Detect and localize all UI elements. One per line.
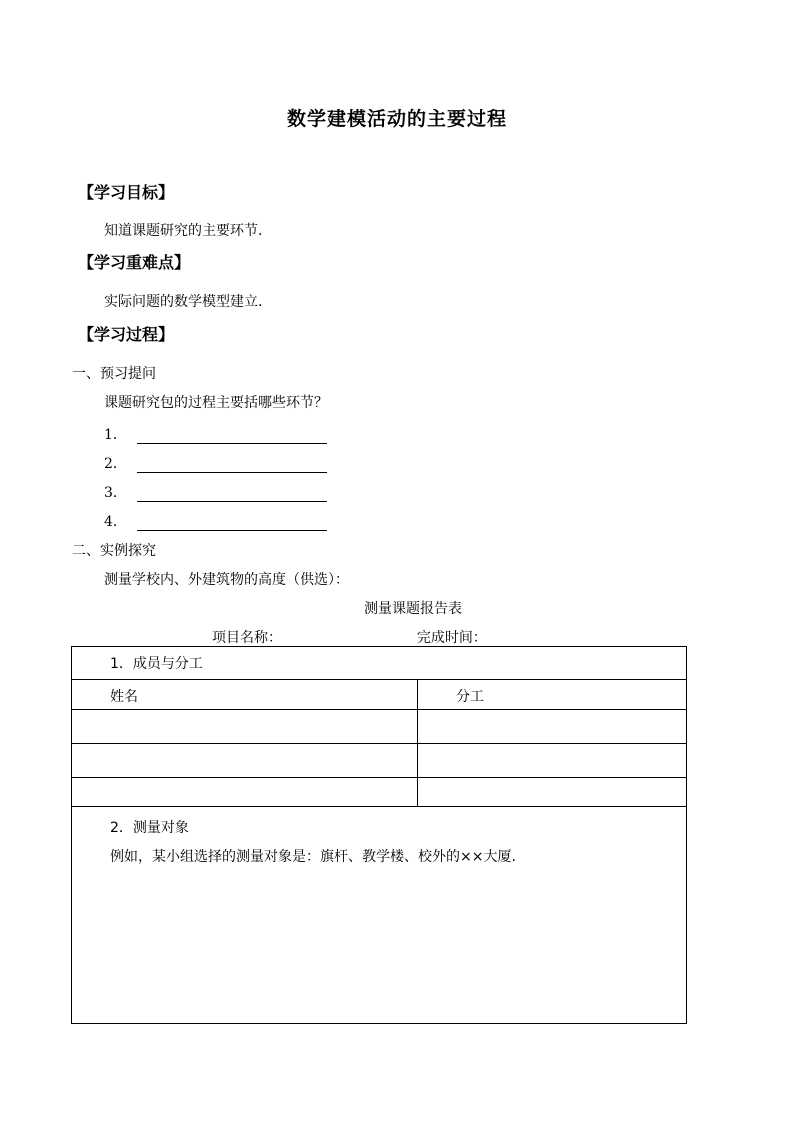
role-cell[interactable]	[418, 778, 687, 807]
answer-line-1[interactable]	[104, 424, 327, 444]
difficulty-heading: 【学习重难点】	[78, 253, 191, 272]
col-name-header: 姓名	[72, 680, 418, 710]
object-section-label: 2．测量对象	[110, 820, 189, 836]
role-cell[interactable]	[418, 744, 687, 778]
answer-blank[interactable]	[137, 458, 327, 473]
project-label: 项目名称：	[212, 630, 282, 646]
role-cell[interactable]	[418, 710, 687, 744]
answer-number: 1．	[104, 427, 127, 443]
answer-blank[interactable]	[137, 487, 327, 502]
example-heading: 二、实例探究	[72, 543, 156, 559]
report-title: 测量课题报告表	[364, 601, 462, 617]
name-cell[interactable]	[72, 710, 418, 744]
object-example-text: 例如，某小组选择的测量对象是：旗杆、教学楼、校外的××大厦.	[110, 849, 516, 865]
page-title: 数学建模活动的主要过程	[286, 108, 507, 130]
answer-blank[interactable]	[137, 429, 327, 444]
measurement-object-cell[interactable]	[72, 807, 687, 1024]
preview-heading: 一、预习提问	[72, 366, 156, 382]
preview-question: 课题研究包的过程主要括哪些环节？	[104, 395, 328, 411]
goals-heading: 【学习目标】	[78, 183, 175, 202]
process-heading: 【学习过程】	[78, 325, 175, 344]
name-cell[interactable]	[72, 778, 418, 807]
answer-number: 4．	[104, 514, 127, 530]
difficulty-text: 实际问题的数学模型建立.	[104, 294, 263, 310]
col-role-header: 分工	[418, 680, 687, 710]
example-text: 测量学校内、外建筑物的高度（供选）：	[104, 572, 349, 588]
goals-text: 知道课题研究的主要环节.	[104, 223, 263, 239]
answer-number: 2．	[104, 456, 127, 472]
name-cell[interactable]	[72, 744, 418, 778]
members-section-label: 1．成员与分工	[72, 647, 687, 680]
time-blank[interactable]	[487, 632, 599, 647]
answer-blank[interactable]	[137, 516, 327, 531]
report-table	[71, 646, 687, 1024]
project-blank[interactable]	[282, 632, 394, 647]
answer-line-3[interactable]	[104, 482, 327, 502]
answer-line-4[interactable]	[104, 511, 327, 531]
answer-number: 3．	[104, 485, 127, 501]
report-meta	[212, 627, 599, 647]
answer-line-2[interactable]	[104, 453, 327, 473]
time-label: 完成时间：	[416, 630, 487, 646]
